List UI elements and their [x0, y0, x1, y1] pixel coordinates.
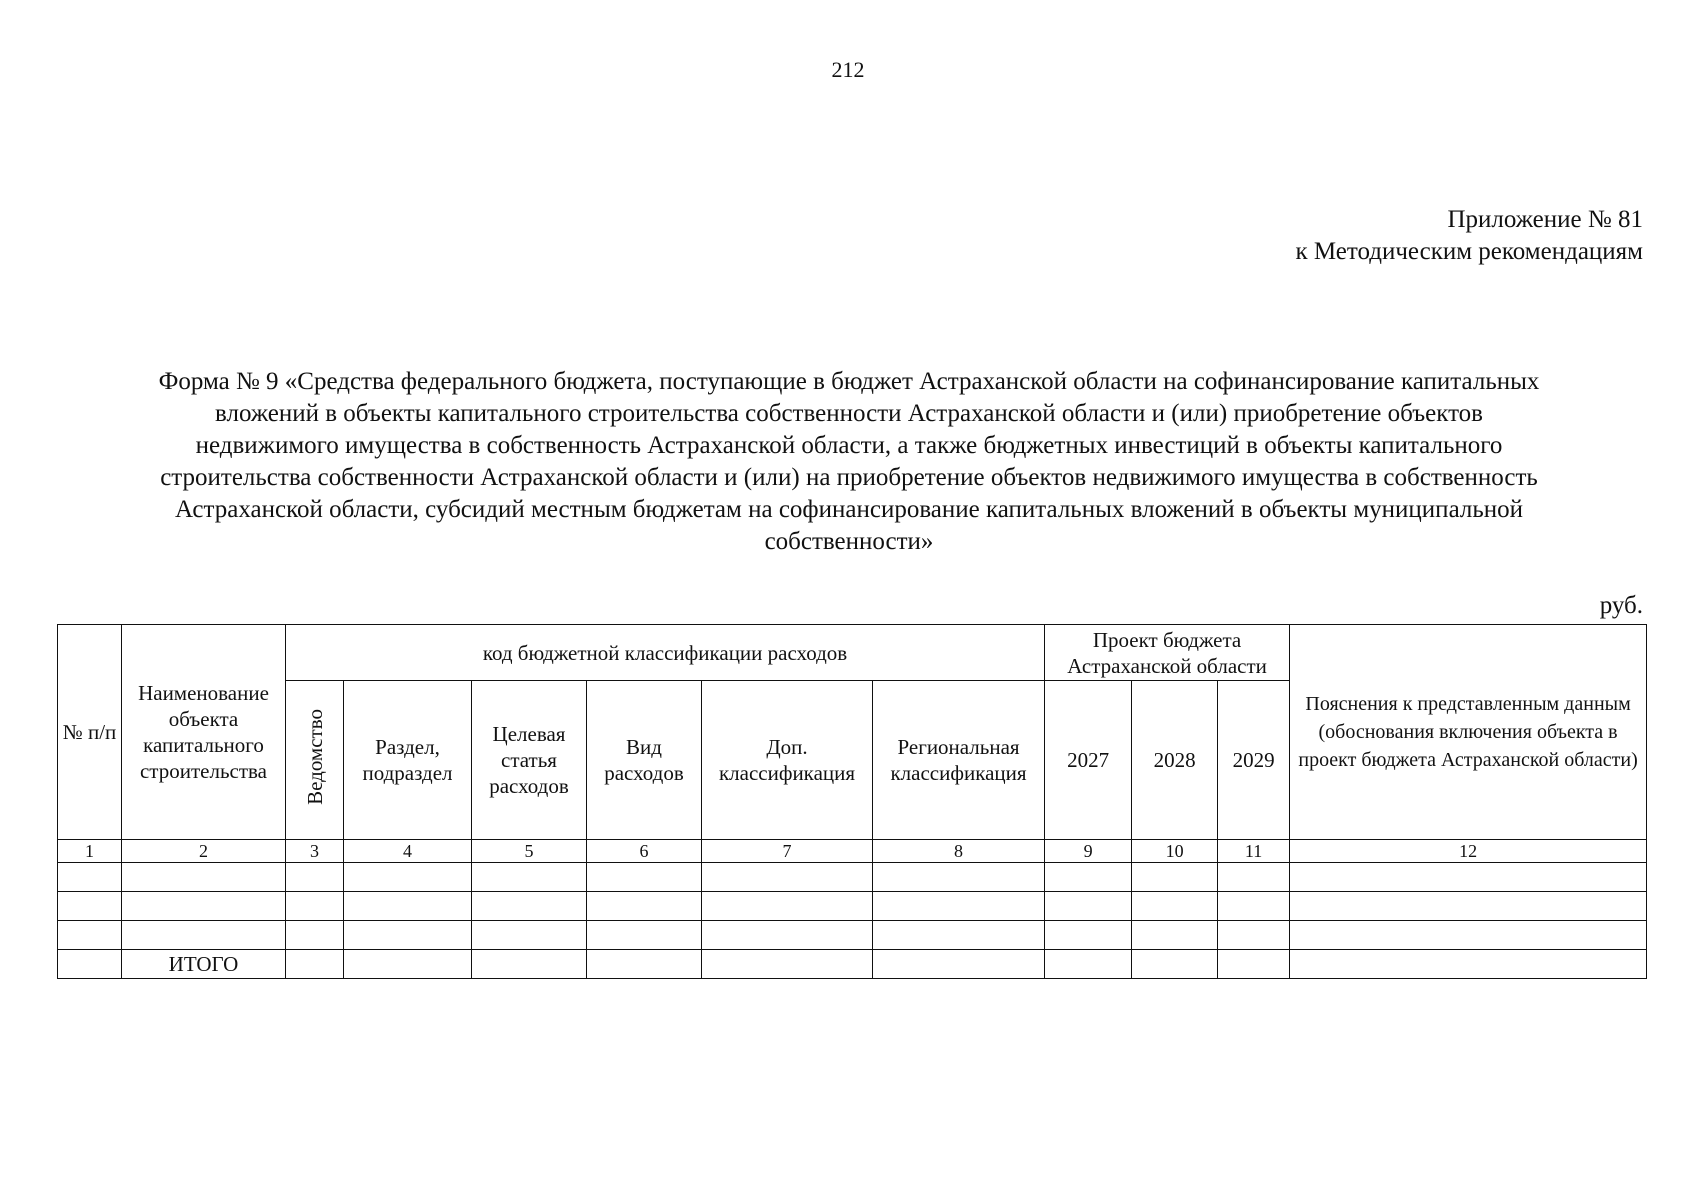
- table-cell[interactable]: [286, 863, 344, 892]
- table-cell[interactable]: [1290, 921, 1647, 950]
- header-vid: Вид расходов: [587, 681, 702, 840]
- table-cell[interactable]: [873, 950, 1045, 979]
- column-number: 12: [1290, 840, 1647, 863]
- table-cell[interactable]: [702, 863, 873, 892]
- table-cell[interactable]: [58, 950, 122, 979]
- total-label: ИТОГО: [122, 950, 286, 979]
- header-year-2028: 2028: [1132, 681, 1218, 840]
- table-cell[interactable]: [1218, 863, 1290, 892]
- form-title-line: собственности»: [764, 528, 934, 555]
- column-number: 1: [58, 840, 122, 863]
- table-cell[interactable]: [1045, 950, 1132, 979]
- table-cell[interactable]: [472, 921, 587, 950]
- form-title-line: недвижимого имущества в собственность Астраханской области, а также бюджетных инвестиций в объекты капитального: [195, 432, 1503, 459]
- table-cell[interactable]: [1290, 892, 1647, 921]
- table-cell[interactable]: [122, 863, 286, 892]
- table-cell[interactable]: [58, 892, 122, 921]
- header-vedomstvo: Ведомство: [302, 709, 327, 805]
- currency-unit: руб.: [1599, 592, 1643, 619]
- column-number: 4: [344, 840, 472, 863]
- column-number-row: [58, 840, 1647, 863]
- column-number: 3: [286, 840, 344, 863]
- table-cell[interactable]: [1132, 921, 1218, 950]
- table-cell[interactable]: [58, 863, 122, 892]
- table-cell[interactable]: [472, 863, 587, 892]
- table-cell[interactable]: [702, 950, 873, 979]
- column-number: 5: [472, 840, 587, 863]
- form-title: [62, 366, 1636, 558]
- header-year-2029: 2029: [1218, 681, 1290, 840]
- table-cell[interactable]: [344, 892, 472, 921]
- table-cell[interactable]: [344, 921, 472, 950]
- table-cell[interactable]: [122, 921, 286, 950]
- appendix-subtitle: к Методическим рекомендациям: [1295, 238, 1643, 265]
- table-cell[interactable]: [1218, 921, 1290, 950]
- table-cell[interactable]: [472, 892, 587, 921]
- column-number: 2: [122, 840, 286, 863]
- appendix-reference: [1295, 204, 1643, 268]
- table-cell[interactable]: [873, 863, 1045, 892]
- table-cell[interactable]: [472, 950, 587, 979]
- table-cell[interactable]: [873, 892, 1045, 921]
- table-cell[interactable]: [702, 892, 873, 921]
- budget-table: [57, 624, 1647, 979]
- column-number: 11: [1218, 840, 1290, 863]
- table-row: [58, 892, 1647, 921]
- header-num: № п/п: [58, 625, 122, 840]
- column-number: 8: [873, 840, 1045, 863]
- header-object-name: Наименование объекта капитального строительства: [122, 625, 286, 840]
- appendix-number: Приложение № 81: [1447, 206, 1643, 233]
- header-regional: Региональная классификация: [873, 681, 1045, 840]
- table-cell[interactable]: [587, 863, 702, 892]
- form-title-line: Астраханской области, субсидий местным бюджетам на софинансирование капитальных вложений в объекты муниципальной: [174, 496, 1524, 523]
- table-cell[interactable]: [1290, 863, 1647, 892]
- table-cell[interactable]: [1132, 892, 1218, 921]
- table-cell[interactable]: [702, 921, 873, 950]
- table-cell[interactable]: [1218, 892, 1290, 921]
- table-cell[interactable]: [1218, 950, 1290, 979]
- header-celevaya: Целевая статья расходов: [472, 681, 587, 840]
- column-number: 7: [702, 840, 873, 863]
- table-cell[interactable]: [58, 921, 122, 950]
- table-row: [58, 863, 1647, 892]
- header-notes: Пояснения к представленным данным (обоснования включения объекта в проект бюджета Астраханской области): [1290, 625, 1647, 840]
- table-cell[interactable]: [587, 921, 702, 950]
- table-cell[interactable]: [587, 950, 702, 979]
- header-dop: Доп. классификация: [702, 681, 873, 840]
- table-cell[interactable]: [1045, 892, 1132, 921]
- table-cell[interactable]: [1132, 863, 1218, 892]
- table-cell[interactable]: [873, 921, 1045, 950]
- table-cell[interactable]: [286, 950, 344, 979]
- table-row: [58, 921, 1647, 950]
- table-cell[interactable]: [1290, 950, 1647, 979]
- table-cell[interactable]: [122, 892, 286, 921]
- table-cell[interactable]: [286, 892, 344, 921]
- column-number: 6: [587, 840, 702, 863]
- header-year-2027: 2027: [1045, 681, 1132, 840]
- table-cell[interactable]: [286, 921, 344, 950]
- table-cell[interactable]: [1132, 950, 1218, 979]
- header-razdel: Раздел, подраздел: [344, 681, 472, 840]
- header-kbk-group: код бюджетной классификации расходов: [286, 625, 1045, 681]
- table-cell[interactable]: [587, 892, 702, 921]
- header-project-group: Проект бюджета Астраханской области: [1045, 625, 1290, 681]
- table-cell[interactable]: [344, 863, 472, 892]
- column-number: 10: [1132, 840, 1218, 863]
- table-cell[interactable]: [344, 950, 472, 979]
- header-vedomstvo-cell: [286, 681, 344, 840]
- header-row-group: [58, 625, 1647, 681]
- form-title-line: Форма № 9 «Средства федерального бюджета, поступающие в бюджет Астраханской области на софинансирование капитальных: [158, 368, 1540, 395]
- form-title-line: вложений в объекты капитального строительства собственности Астраханской области и (или) приобретение объектов: [215, 400, 1483, 427]
- table-cell[interactable]: [1045, 863, 1132, 892]
- form-title-line: строительства собственности Астраханской области и (или) на приобретение объектов недвижимого имущества в собственность: [160, 464, 1538, 491]
- page-number: 212: [831, 57, 865, 82]
- table-cell[interactable]: [1045, 921, 1132, 950]
- column-number: 9: [1045, 840, 1132, 863]
- total-row: [58, 950, 1647, 979]
